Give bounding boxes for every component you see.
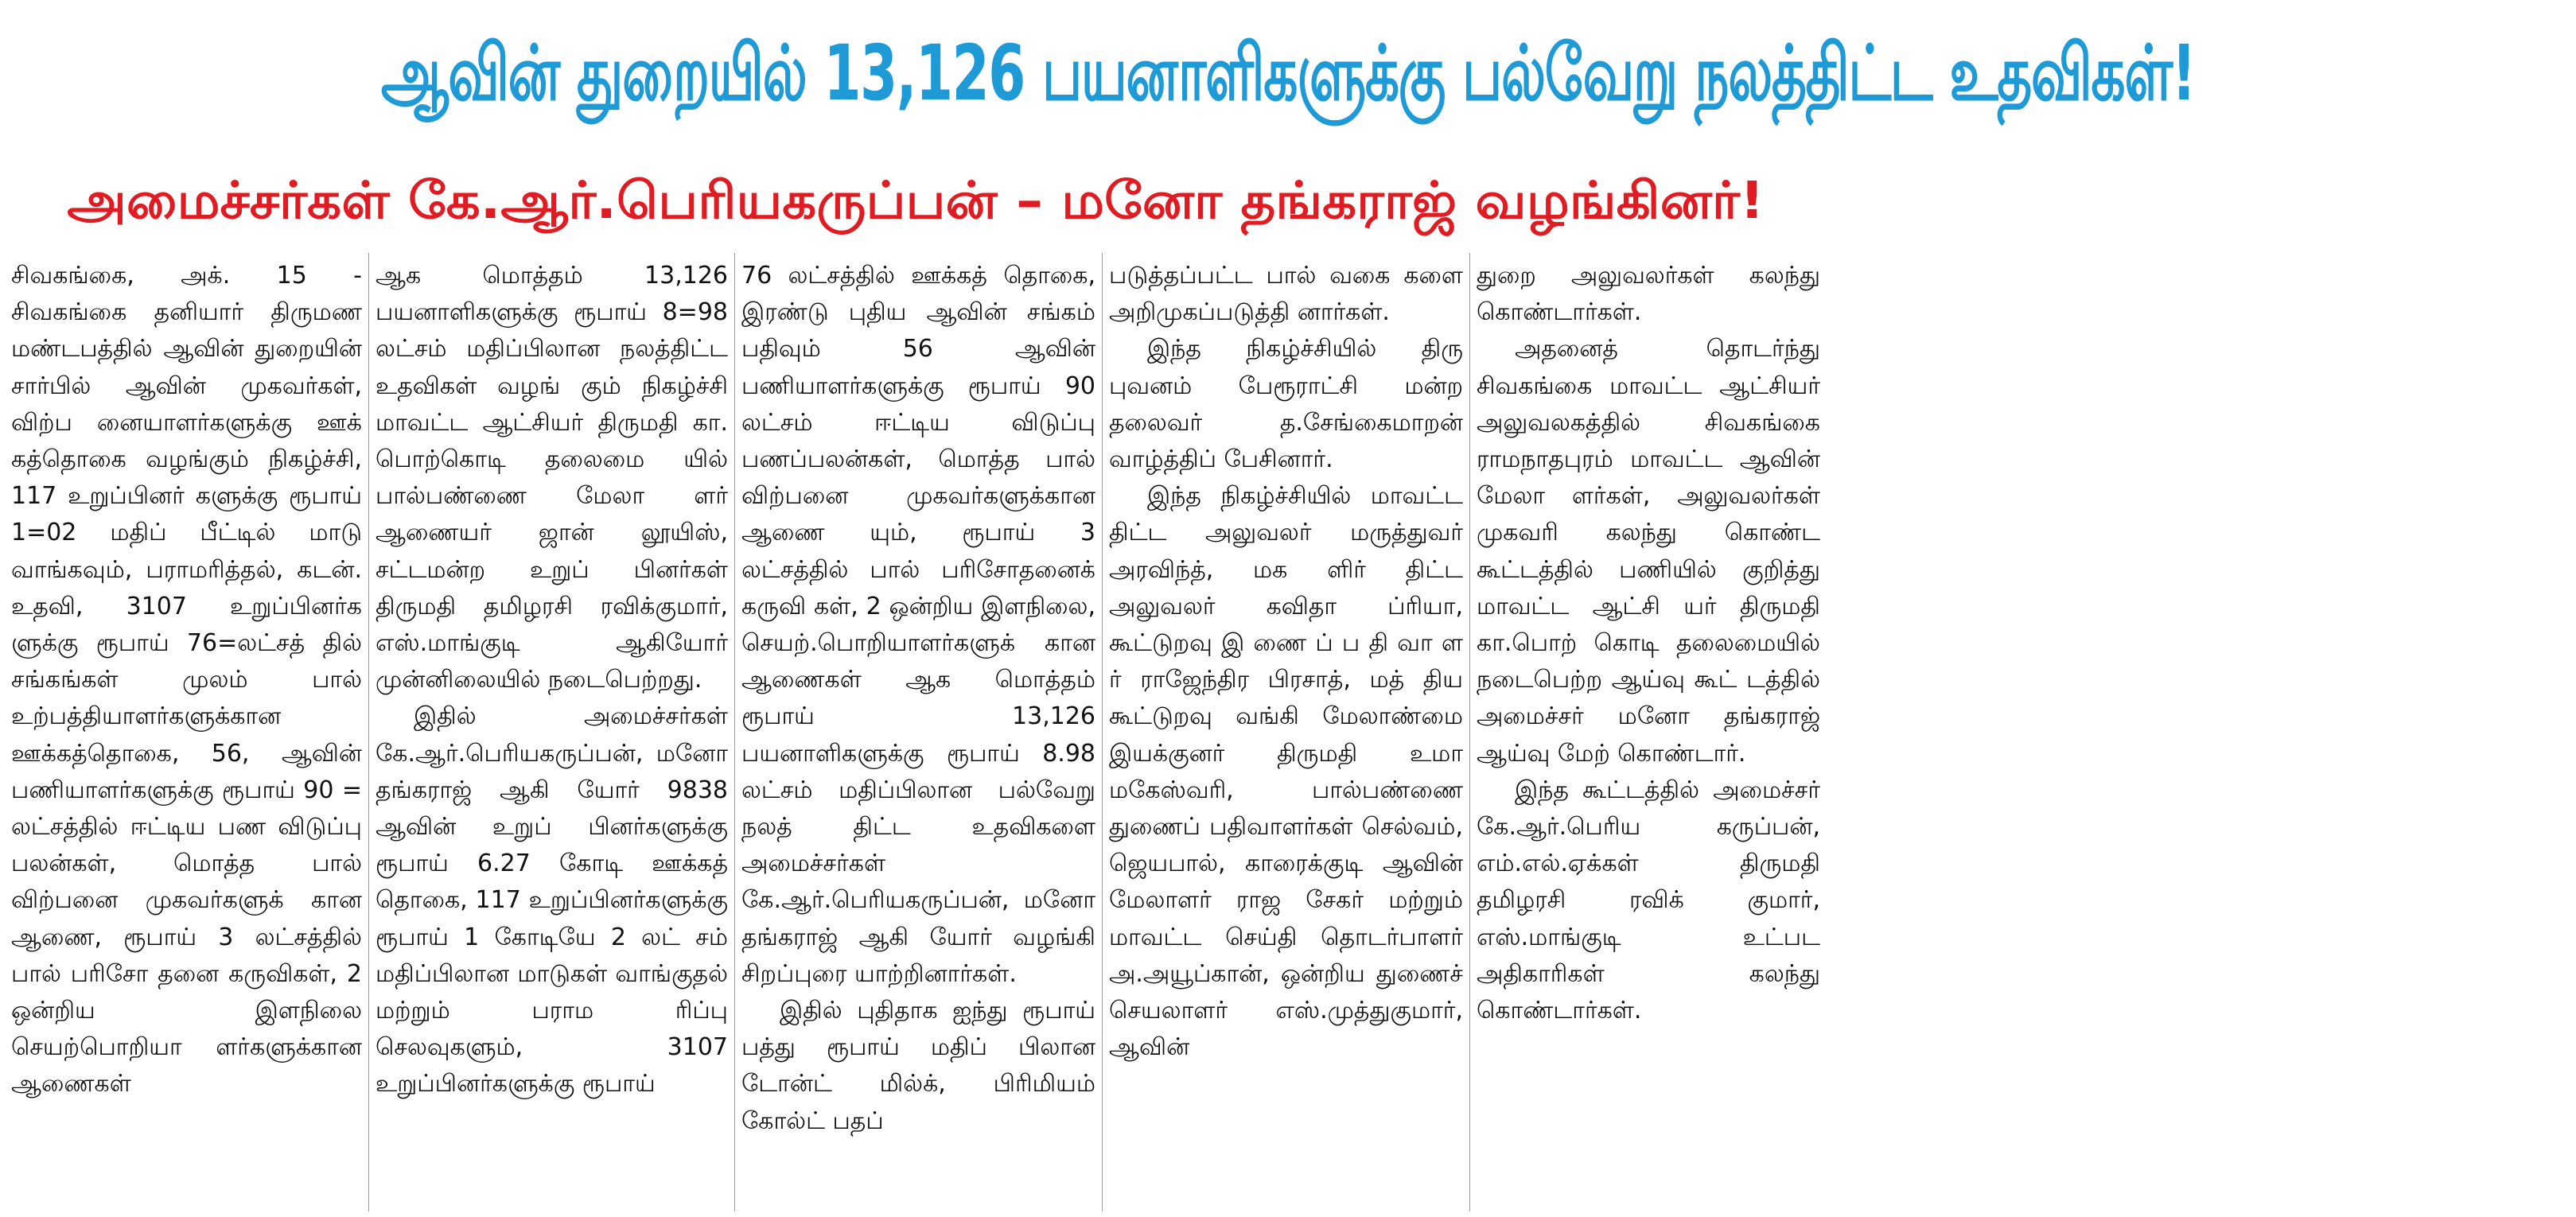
subheadline [0,157,1831,245]
paragraph: ஆக மொத்தம் 13,126 பயனாளிகளுக்கு ரூபாய் 8=98 லட்சம் மதிப்பிலான நலத்திட்ட உதவிகள் வழங் கும் நிகழ்ச்சி மாவட்ட ஆட்சியர் திருமதி கா. பொற்கொடி தலைமை யில் பால்பண்ணை மேலா ளர் ஆணையர் ஜான் லூயிஸ், சட்டமன்ற உறுப் பினர்கள் திருமதி தமிழரசி ரவிக்குமார், எஸ்.மாங்குடி ஆகியோர் முன்னிலையில் நடைபெற்றது. [376,262,728,694]
paragraph: துறை அலுவலர்கள் கலந்து கொண்டார்கள். [1477,262,1820,327]
paragraph: இதில் அமைச்சர்கள் கே.ஆர்.பெரியகருப்பன், மனோ தங்கராஜ் ஆகி யோர் 9838 ஆவின் உறுப் பினர்களுக்கு ரூபாய் 6.27 கோடி ஊக்கத் தொகை, 117 உறுப்பினர்களுக்கு ரூபாய் 1 கோடியே 2 லட் சம் மதிப்பிலான மாடுகள் வாங்குதல் மற்றும் பராம ரிப்பு செலவுகளும், 3107 உறுப்பினர்களுக்கு ரூபாய் [376,702,728,1098]
paragraph: இந்த கூட்டத்தில் அமைச்சர் கே.ஆர்.பெரிய கருப்பன், எம்.எல்.ஏக்கள் திருமதி தமிழரசி ரவிக் குமார், எஸ்.மாங்குடி உட்பட அதிகாரிகள் கலந்து கொண்டார்கள். [1477,776,1820,1025]
subheadline-text: அமைச்சர்கள் கே.ஆர்.பெரியகருப்பன் – மனோ தங்கராஜ் வழங்கினர்! [67,172,1765,231]
headline-text: ஆவின் துறையில் 13,126 பயனாளிகளுக்கு பல்வேறு நலத்திட்ட உதவிகள்! [381,29,2196,118]
paragraph: இதில் புதிதாக ஐந்து ரூபாய் பத்து ரூபாய் மதிப் பிலான டோன்ட் மில்க், பிரிமியம் கோல்ட் பதப் [741,997,1095,1135]
article-column-1 [5,253,369,1211]
paragraph: 76 லட்சத்தில் ஊக்கத் தொகை, இரண்டு புதிய ஆவின் சங்கம் பதிவும் 56 ஆவின் பணியாளர்களுக்கு ரூபாய் 90 லட்சம் ஈட்டிய விடுப்பு பணப்பலன்கள், மொத்த பால் விற்பனை முகவர்களுக்கான ஆணை யும், ரூபாய் 3 லட்சத்தில் பால் பரிசோதனைக் கருவி கள், 2 ஒன்றிய இளநிலை, செயற்.பொறியாளர்களுக் கான ஆணைகள் ஆக மொத்தம் ரூபாய் 13,126 பயனாளிகளுக்கு ரூபாய் 8.98 லட்சம் மதிப்பிலான பல்வேறு நலத் திட்ட உதவிகளை அமைச்சர்கள் கே.ஆர்.பெரியகருப்பன், மனோ தங்கராஜ் ஆகி யோர் வழங்கி சிறப்புரை யாற்றினார்கள். [741,262,1095,988]
paragraph: படுத்தப்பட்ட பால் வகை களை அறிமுகப்படுத்தி னார்கள். [1109,262,1463,327]
paragraph: சிவகங்கை, அக். 15 - சிவகங்கை தனியார் திருமண மண்டபத்தில் ஆவின் துறையின் சார்பில் ஆவின் முகவர்கள், விற்ப னையாளர்களுக்கு ஊக் கத்தொகை வழங்கும் நிகழ்ச்சி, 117 உறுப்பினர் களுக்கு ரூபாய் 1=02 மதிப் பீட்டில் மாடு வாங்கவும், பராமரித்தல், கடன். உதவி, 3107 உறுப்பினர்க ளுக்கு ரூபாய் 76=லட்சத் தில் சங்கங்கள் முலம் பால் உற்பத்தியாளர்களுக்கான ஊக்கத்தொகை, 56, ஆவின் பணியாளர்களுக்கு ரூபாய் 90 = லட்சத்தில் ஈட்டிய பண விடுப்பு பலன்கள், மொத்த பால் விற்பனை முகவர்களுக் கான ஆணை, ரூபாய் 3 லட்சத்தில் பால் பரிசோ தனை கருவிகள், 2 ஒன்றிய இளநிலை செயற்பொறியா ளர்களுக்கான ஆணைகள் [11,262,362,1098]
headline [0,10,2196,137]
article-column-4 [1103,253,1470,1211]
article-body [5,253,1827,1211]
article-column-5 [1470,253,1827,1211]
paragraph: அதனைத் தொடர்ந்து சிவகங்கை மாவட்ட ஆட்சியர் அலுவலகத்தில் சிவகங்கை ராமநாதபுரம் மாவட்ட ஆவின் மேலா ளர்கள், அலுவலர்கள் முகவரி கலந்து கொண்ட கூட்டத்தில் பணியில் குறித்து மாவட்ட ஆட்சி யர் திருமதி கா.பொற் கொடி தலைமையில் நடைபெற்ற ஆய்வு கூட் டத்தில் அமைச்சர் மனோ தங்கராஜ் ஆய்வு மேற் கொண்டார். [1477,335,1820,768]
paragraph: இந்த நிகழ்ச்சியில் மாவட்ட திட்ட அலுவலர் மருத்துவர் அரவிந்த், மக ளிர் திட்ட அலுவலர் கவிதா ப்ரியா, கூட்டுறவு இ ணை ப் ப தி வா ள ர் ராஜேந்திர பிரசாத், மத் திய கூட்டுறவு வங்கி மேலாண்மை இயக்குனர் திருமதி உமா மகேஸ்வரி, பால்பண்ணை துணைப் பதிவாளர்கள் செல்வம், ஜெயபால், காரைக்குடி ஆவின் மேலாளர் ராஜ சேகர் மற்றும் மாவட்ட செய்தி தொடர்பாளர் அ.அயூப்கான், ஒன்றிய துணைச் செயலாளர் எஸ்.முத்துகுமார், ஆவின் [1109,482,1463,1062]
article-column-3 [735,253,1103,1211]
paragraph: இந்த நிகழ்ச்சியில் திரு புவனம் பேரூராட்சி மன்ற தலைவர் த.சேங்கைமாறன் வாழ்த்திப் பேசினார். [1109,335,1463,474]
article-column-2 [369,253,735,1211]
